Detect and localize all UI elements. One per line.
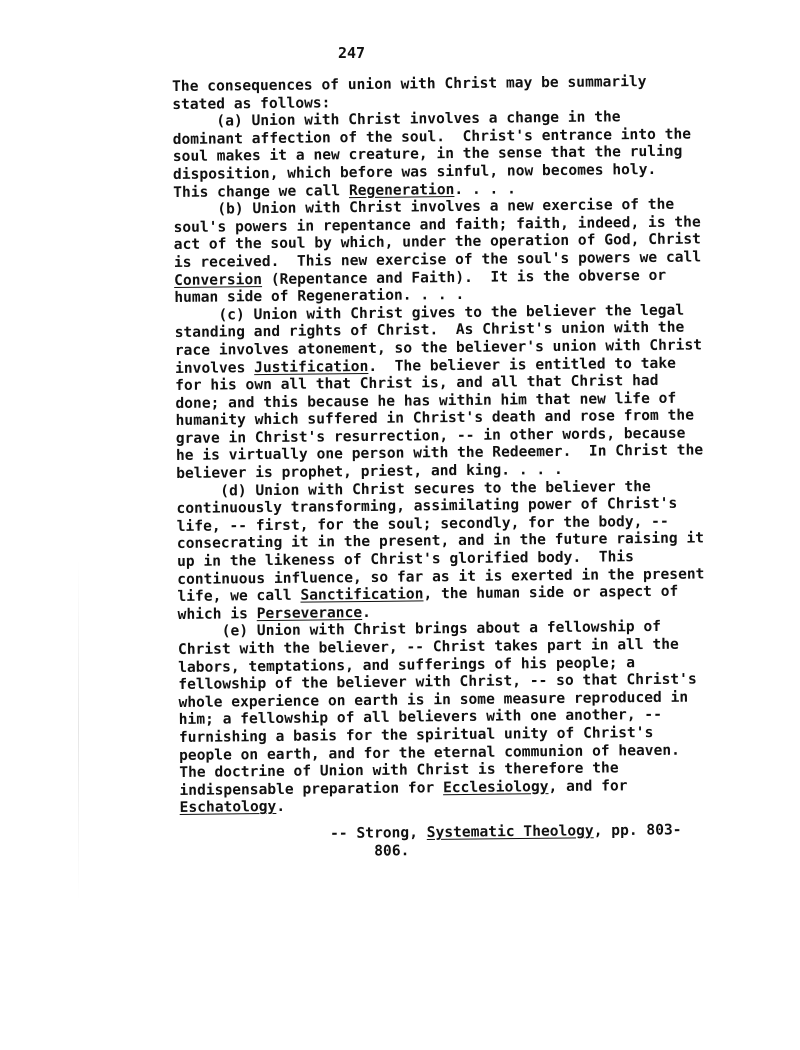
text-segment: for his own all that Christ is, and all that Christ had [175, 372, 659, 395]
text-segment: (d) Union with Christ secures to the believer the [176, 477, 651, 500]
page-number: 247 [338, 44, 366, 62]
text-segment: (b) Union with Christ involves a new exercise of the [173, 195, 675, 219]
text-segment: . The believer is entitled to take [368, 354, 676, 375]
text-segment: continuously transforming, assimilating power of Christ's [176, 494, 678, 518]
text-segment: consecrating it in the present, and in the future raising it [176, 529, 705, 553]
text-segment: grave in Christ's resurrection, -- in other words, because [175, 424, 686, 447]
text-segment: he is virtually one person with the Redeemer. In Christ the [175, 441, 704, 465]
text-segment: is received. This new exercise of the soul's powers we call [173, 248, 702, 271]
underlined-term: Sanctification [300, 585, 424, 604]
text-segment: done; and this because he has within him that new life of [175, 389, 677, 412]
text-segment: labors, temptations, and sufferings of his people; a [178, 653, 636, 676]
underlined-term: Eschatology [179, 798, 277, 817]
text-segment: act of the soul by which, under the operation of God, Christ [173, 230, 701, 254]
text-segment: race involves atonement, so the believer's union with Christ [174, 336, 703, 359]
text-segment: up in the likeness of Christ's glorified body. This [176, 548, 635, 571]
body-text [172, 72, 720, 817]
text-segment: stated as follows: [172, 93, 331, 113]
text-segment: (a) Union with Christ involves a change in the [172, 108, 621, 131]
text-segment: involves [174, 358, 255, 377]
text-segment: , and for [548, 777, 628, 795]
text-segment: standing and rights of Christ. As Christ's union with the [174, 318, 685, 342]
text-segment: dominant affection of the soul. Christ's entrance into the [172, 125, 692, 148]
underlined-term: Systematic Theology [426, 822, 594, 841]
text-segment: . [276, 798, 286, 816]
text-segment: (c) Union with Christ gives to the believer the legal [174, 301, 685, 324]
text-segment: , the human side or aspect of [423, 582, 679, 603]
text-segment: which is [177, 604, 257, 623]
text-segment: life, we call [177, 586, 301, 606]
text-segment: (Repentance and Faith). It is the obverse or [261, 266, 667, 288]
text-segment: him; a fellowship of all believers with one another, -- [178, 706, 663, 729]
text-segment: This change we call [173, 181, 350, 201]
text-segment: . . . . [454, 179, 516, 198]
text-segment: continuous influence, so far as it is exerted in the present [177, 565, 705, 588]
text-segment: human side of Regeneration. . . . [174, 286, 465, 307]
text-segment: furnishing a basis for the spiritual unity of Christ's [178, 723, 654, 746]
underlined-term: Justification [254, 357, 369, 376]
text-segment: humanity which suffered in Christ's death and rose from the [175, 406, 695, 430]
citation-line [330, 839, 682, 860]
text-segment: life, -- first, for the soul; secondly, for the body, -- [176, 512, 669, 535]
text-segment: The doctrine of Union with Christ is therefore the [179, 759, 619, 782]
text-segment: The consequences of union with Christ may be summarily [172, 73, 647, 95]
text-segment: believer is prophet, priest, and king. . . . [176, 460, 563, 483]
text-segment: indispensable preparation for [179, 778, 444, 799]
text-segment: disposition, which before was sinful, now becomes holy. [172, 160, 657, 183]
text-segment: soul's powers in repentance and faith; faith, indeed, is the [173, 213, 701, 236]
text-segment: Christ with the believer, -- Christ takes part in all the [177, 635, 679, 658]
text-segment: soul makes it a new creature, in the sense that the ruling [172, 143, 683, 166]
citation-line [330, 821, 682, 842]
text-segment: (e) Union with Christ brings about a fellowship of [177, 618, 662, 641]
text-segment: , pp. 803- [593, 821, 682, 840]
underlined-term: Conversion [174, 270, 263, 289]
text-segment: . [362, 603, 372, 621]
text-segment: -- Strong, [330, 823, 427, 842]
underlined-term: Ecclesiology [442, 777, 549, 796]
citation [330, 821, 682, 860]
underlined-term: Regeneration [348, 180, 455, 199]
text-segment: people on earth, and for the eternal communion of heaven. [179, 741, 680, 764]
text-segment: fellowship of the believer with Christ, -- so that Christ's [178, 670, 697, 694]
scan-edge-shadow [78, 560, 79, 900]
text-segment: 806. [330, 841, 410, 860]
text-segment: whole experience on earth is in some measure reproduced in [178, 688, 689, 711]
underlined-term: Perseverance [256, 603, 363, 622]
